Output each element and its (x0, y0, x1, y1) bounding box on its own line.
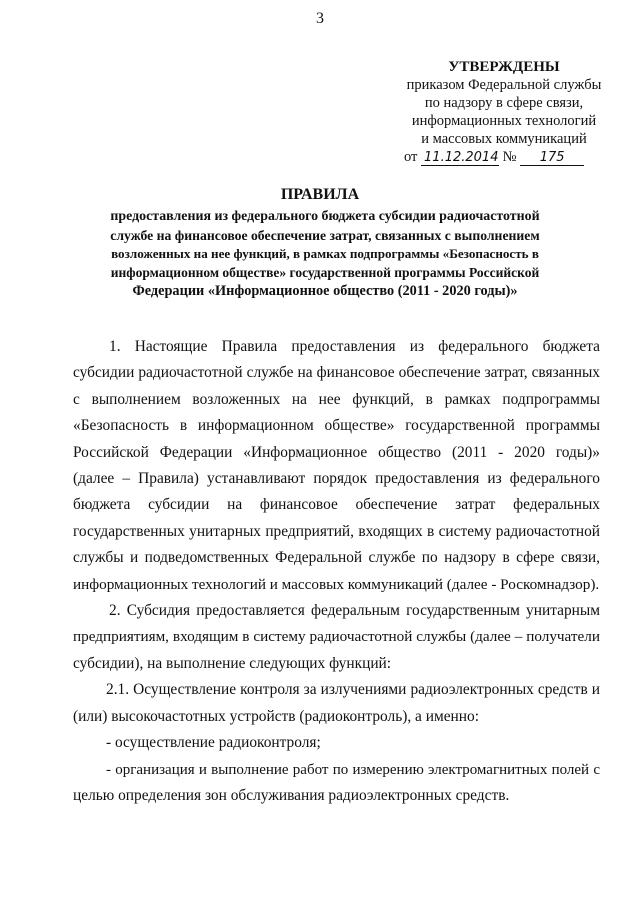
date-prefix: от (404, 149, 418, 165)
approval-line: и массовых коммуникаций (421, 131, 587, 147)
body-line: субсидии радиочастотной службе на финансовое обеспечение затрат, связанных (73, 364, 600, 382)
body-line: субсидии), на выполнение следующих функций: (73, 654, 392, 672)
body-line: Российской Федерации «Информационное общество (2011 - 2020 годы)» (73, 443, 600, 461)
approval-heading: УТВЕРЖДЕНЫ (448, 59, 560, 75)
body-line: - организация и выполнение работ по измерению электромагнитных полей с (106, 761, 600, 778)
number-prefix: № (502, 149, 517, 165)
body-line: бюджета субсидии на финансовое обеспечение затрат федеральных (73, 496, 600, 514)
body-line: 2. Субсидия предоставляется федеральным государственным унитарным (109, 602, 600, 620)
body-line: «Безопасность в информационном обществе» государственной программы (73, 417, 600, 435)
approval-line: информационных технологий (411, 113, 597, 129)
approval-line: по надзору в сфере связи, (424, 95, 584, 111)
body-line: - осуществление радиоконтроля; (106, 734, 321, 752)
page-number: 3 (316, 10, 324, 27)
handwritten-date: 11.12.2014 (421, 150, 499, 166)
handwritten-number: 175 (520, 150, 584, 166)
body-line: информационных технологий и массовых коммуникаций (далее - Роскомнадзор). (73, 575, 600, 593)
document-subtitle (110, 208, 540, 301)
body-line: 1. Настоящие Правила предоставления из федерального бюджета (109, 338, 600, 355)
document-body (73, 334, 600, 809)
body-line: государственных унитарных предприятий, входящих в систему радиочастотной (73, 522, 600, 540)
body-line: 2.1. Осуществление контроля за излучениями радиоэлектронных средств и (106, 681, 600, 699)
body-line: предприятиям, входящим в систему радиочастотной службы (далее – получатели (73, 628, 600, 646)
body-line: с выполнением возложенных на нее функций, в рамках подпрограммы (73, 390, 600, 408)
subtitle-line: предоставления из федерального бюджета субсидии радиочастотной (110, 209, 540, 224)
body-line: (далее – Правила) устанавливают порядок предоставления из федерального (73, 470, 600, 488)
body-line: целью определения зон обслуживания радиоэлектронных средств. (73, 786, 510, 804)
approval-block (394, 58, 614, 166)
body-line: (или) высокочастотных устройств (радиоконтроль), а именно: (73, 707, 479, 725)
approval-date-line (394, 148, 614, 166)
subtitle-line: возложенных на нее функций, в рамках подпрограммы «Безопасность в (111, 246, 539, 262)
approval-line: приказом Федеральной службы (406, 77, 602, 93)
document-title: ПРАВИЛА (280, 186, 360, 203)
subtitle-line: Федерации «Информационное общество (2011 - 2020 годы)» (132, 283, 518, 300)
subtitle-line: информационном обществе» государственной программы Российской (110, 264, 540, 280)
subtitle-line: службе на финансовое обеспечение затрат, связанных с выполнением (110, 227, 540, 243)
body-line: службы и подведомственных Федеральной службе по надзору в сфере связи, (73, 549, 600, 567)
